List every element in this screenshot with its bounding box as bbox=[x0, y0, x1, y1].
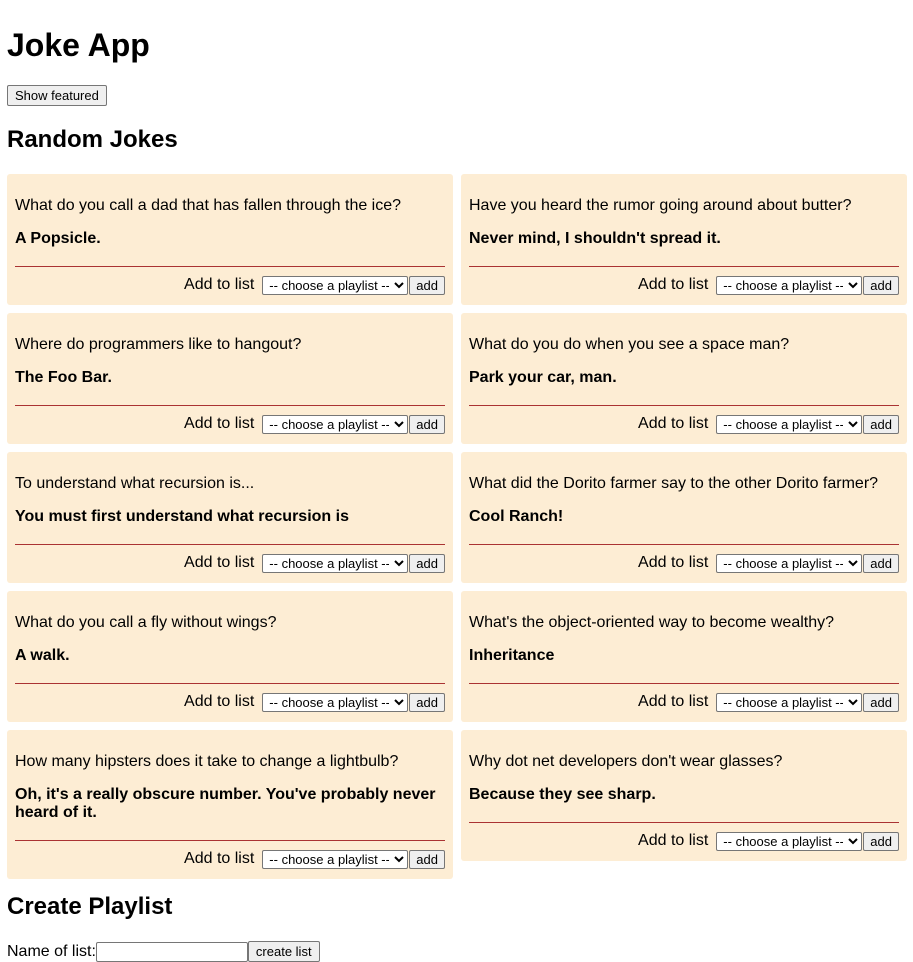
add-to-list-label: Add to list bbox=[184, 693, 255, 710]
joke-question: How many hipsters does it take to change a lightbulb? bbox=[15, 753, 399, 770]
add-to-list-row bbox=[15, 849, 445, 869]
add-to-list-row bbox=[469, 414, 899, 434]
joke-card bbox=[461, 730, 907, 861]
add-to-list-label: Add to list bbox=[638, 276, 709, 293]
playlist-select[interactable] bbox=[716, 554, 862, 573]
joke-card bbox=[461, 313, 907, 444]
joke-divider bbox=[469, 683, 899, 684]
joke-question: Have you heard the rumor going around about butter? bbox=[469, 197, 852, 214]
add-joke-button[interactable]: add bbox=[409, 693, 445, 712]
joke-divider bbox=[15, 840, 445, 841]
add-joke-button[interactable]: add bbox=[863, 554, 899, 573]
joke-card bbox=[7, 174, 453, 305]
playlist-select[interactable] bbox=[262, 276, 408, 295]
add-joke-button[interactable]: add bbox=[863, 415, 899, 434]
add-to-list-label: Add to list bbox=[184, 415, 255, 432]
show-featured-button[interactable]: Show featured bbox=[7, 85, 107, 106]
joke-answer: The Foo Bar. bbox=[15, 369, 112, 386]
playlist-select[interactable] bbox=[716, 832, 862, 851]
joke-answer: Park your car, man. bbox=[469, 369, 617, 386]
add-to-list-row bbox=[15, 414, 445, 434]
joke-question: Where do programmers like to hangout? bbox=[15, 336, 302, 353]
playlist-select[interactable] bbox=[262, 554, 408, 573]
list-name-input[interactable] bbox=[96, 942, 248, 962]
joke-answer: Inheritance bbox=[469, 647, 555, 664]
joke-divider bbox=[469, 266, 899, 267]
add-to-list-label: Add to list bbox=[184, 850, 255, 867]
add-to-list-label: Add to list bbox=[638, 415, 709, 432]
create-list-button[interactable]: create list bbox=[248, 941, 320, 962]
joke-card bbox=[461, 591, 907, 722]
add-joke-button[interactable]: add bbox=[863, 693, 899, 712]
add-joke-button[interactable]: add bbox=[409, 276, 445, 295]
list-name-label: Name of list: bbox=[7, 942, 96, 960]
joke-card bbox=[461, 174, 907, 305]
joke-answer: Because they see sharp. bbox=[469, 786, 656, 803]
create-playlist-heading: Create Playlist bbox=[7, 893, 173, 920]
joke-divider bbox=[15, 266, 445, 267]
add-joke-button[interactable]: add bbox=[863, 832, 899, 851]
add-to-list-label: Add to list bbox=[638, 693, 709, 710]
joke-answer: A walk. bbox=[15, 647, 70, 664]
playlist-select[interactable] bbox=[716, 276, 862, 295]
joke-card bbox=[461, 452, 907, 583]
add-joke-button[interactable]: add bbox=[863, 276, 899, 295]
joke-divider bbox=[469, 544, 899, 545]
joke-card bbox=[7, 730, 453, 879]
joke-question: What do you call a dad that has fallen through the ice? bbox=[15, 197, 402, 214]
playlist-select[interactable] bbox=[262, 693, 408, 712]
playlist-select[interactable] bbox=[262, 415, 408, 434]
add-to-list-label: Add to list bbox=[184, 276, 255, 293]
add-to-list-row bbox=[15, 275, 445, 295]
add-to-list-row bbox=[469, 275, 899, 295]
create-playlist-form bbox=[7, 941, 320, 962]
playlist-select[interactable] bbox=[716, 693, 862, 712]
add-to-list-row bbox=[15, 553, 445, 573]
joke-answer: Oh, it's a really obscure number. You've probably never heard of it. bbox=[15, 786, 436, 821]
joke-question: Why dot net developers don't wear glasses? bbox=[469, 753, 783, 770]
joke-card bbox=[7, 591, 453, 722]
add-to-list-label: Add to list bbox=[184, 554, 255, 571]
joke-question: What's the object-oriented way to become wealthy? bbox=[469, 614, 835, 631]
joke-answer: You must first understand what recursion is bbox=[15, 508, 349, 525]
joke-divider bbox=[15, 544, 445, 545]
jokes-grid bbox=[7, 174, 907, 879]
random-jokes-heading: Random Jokes bbox=[7, 126, 178, 153]
add-joke-button[interactable]: add bbox=[409, 850, 445, 869]
joke-divider bbox=[469, 822, 899, 823]
add-joke-button[interactable]: add bbox=[409, 554, 445, 573]
joke-divider bbox=[15, 683, 445, 684]
joke-answer: A Popsicle. bbox=[15, 230, 101, 247]
joke-question: What do you do when you see a space man? bbox=[469, 336, 790, 353]
add-joke-button[interactable]: add bbox=[409, 415, 445, 434]
add-to-list-label: Add to list bbox=[638, 832, 709, 849]
add-to-list-row bbox=[15, 692, 445, 712]
add-to-list-row bbox=[469, 831, 899, 851]
joke-question: What did the Dorito farmer say to the other Dorito farmer? bbox=[469, 475, 879, 492]
joke-question: What do you call a fly without wings? bbox=[15, 614, 277, 631]
add-to-list-row bbox=[469, 692, 899, 712]
playlist-select[interactable] bbox=[716, 415, 862, 434]
joke-card bbox=[7, 313, 453, 444]
add-to-list-label: Add to list bbox=[638, 554, 709, 571]
add-to-list-row bbox=[469, 553, 899, 573]
joke-divider bbox=[15, 405, 445, 406]
joke-question: To understand what recursion is... bbox=[15, 475, 255, 492]
joke-answer: Never mind, I shouldn't spread it. bbox=[469, 230, 721, 247]
app-title: Joke App bbox=[7, 27, 150, 63]
joke-card bbox=[7, 452, 453, 583]
playlist-select[interactable] bbox=[262, 850, 408, 869]
joke-divider bbox=[469, 405, 899, 406]
joke-answer: Cool Ranch! bbox=[469, 508, 564, 525]
